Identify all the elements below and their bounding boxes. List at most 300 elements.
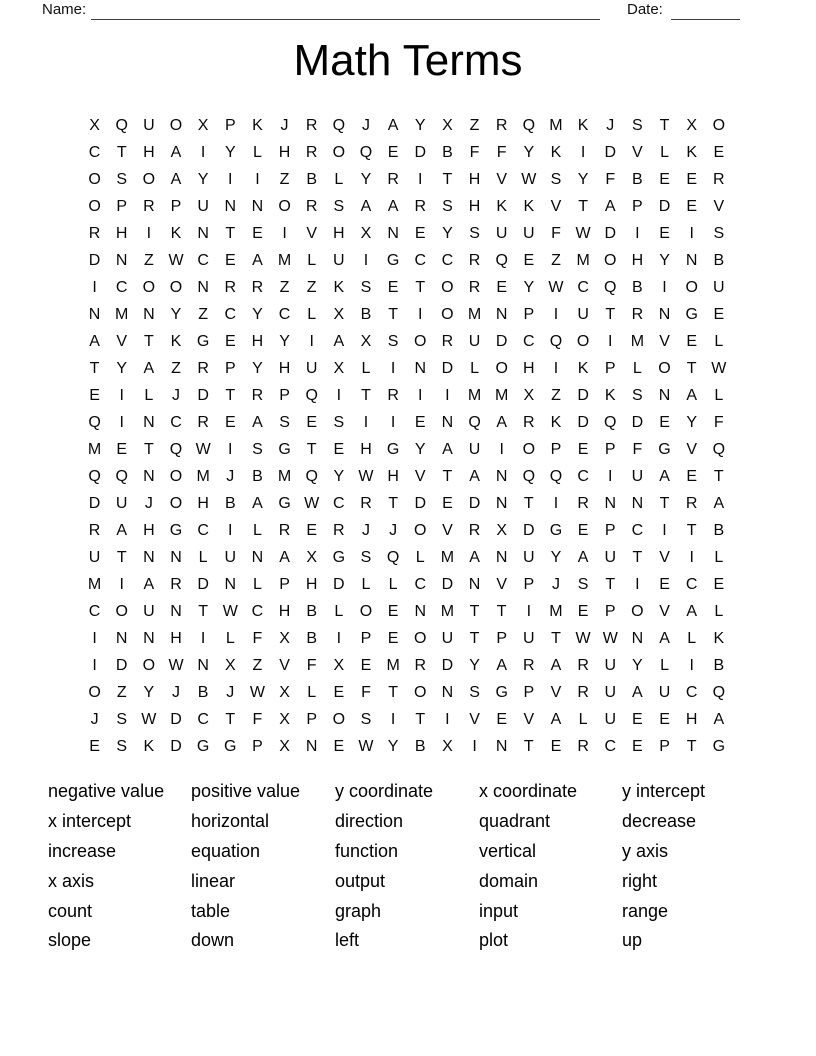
- grid-letter: O: [685, 278, 698, 296]
- grid-letter: P: [604, 359, 616, 377]
- grid-letter: R: [685, 494, 698, 512]
- grid-letter: P: [170, 197, 182, 215]
- grid-letter: Y: [414, 440, 426, 458]
- grid-letter: J: [606, 116, 615, 134]
- grid-letter: N: [143, 413, 155, 431]
- grid-letter: A: [170, 170, 182, 188]
- grid-letter: W: [602, 629, 618, 647]
- grid-letter: I: [336, 629, 342, 647]
- grid-letter: L: [307, 683, 317, 701]
- grid-letter: Y: [170, 305, 182, 323]
- grid-letter: X: [197, 116, 209, 134]
- grid-letter: T: [143, 332, 154, 350]
- grid-letter: T: [578, 197, 588, 215]
- grid-letter: O: [169, 278, 183, 296]
- grid-letter: O: [576, 332, 590, 350]
- grid-letter: J: [280, 116, 289, 134]
- grid-letter: P: [306, 710, 318, 728]
- grid-letter: P: [523, 575, 535, 593]
- grid-letter: E: [577, 521, 589, 539]
- grid-letter: I: [445, 710, 450, 728]
- grid-letter: M: [440, 602, 455, 620]
- word-list-item: left: [335, 930, 360, 951]
- grid-letter: H: [305, 575, 318, 593]
- grid-letter: F: [605, 170, 616, 188]
- grid-letter: T: [442, 467, 453, 485]
- grid-letter: U: [523, 224, 535, 242]
- grid-letter: V: [659, 602, 670, 620]
- grid-letter: R: [333, 521, 345, 539]
- grid-letter: X: [279, 683, 290, 701]
- grid-letter: D: [333, 575, 345, 593]
- grid-letter: Y: [523, 143, 535, 161]
- grid-letter: L: [660, 656, 669, 674]
- grid-letter: L: [252, 521, 262, 539]
- grid-letter: H: [387, 467, 399, 485]
- grid-letter: I: [580, 143, 586, 161]
- grid-letter: T: [442, 170, 453, 188]
- grid-letter: E: [686, 197, 697, 215]
- grid-letter: X: [442, 737, 453, 755]
- grid-letter: R: [251, 386, 264, 404]
- grid-letter: R: [197, 359, 209, 377]
- grid-letter: O: [332, 710, 346, 728]
- grid-letter: T: [116, 548, 127, 566]
- grid-letter: W: [358, 737, 374, 755]
- grid-letter: U: [224, 548, 237, 566]
- grid-letter: D: [414, 143, 427, 161]
- grid-letter: Q: [549, 467, 563, 485]
- grid-letter: E: [414, 413, 426, 431]
- grid-letter: A: [469, 548, 480, 566]
- grid-letter: Y: [632, 656, 643, 674]
- grid-letter: U: [604, 683, 617, 701]
- grid-letter: B: [713, 521, 725, 539]
- grid-letter: E: [659, 710, 670, 728]
- grid-letter: U: [468, 332, 481, 350]
- grid-letter: R: [631, 305, 644, 323]
- grid-letter: W: [195, 440, 211, 458]
- grid-letter: L: [198, 548, 208, 566]
- grid-letter: R: [278, 521, 291, 539]
- grid-letter: C: [577, 278, 589, 296]
- grid-letter: Y: [252, 305, 263, 323]
- grid-letter: A: [686, 602, 697, 620]
- grid-letter: K: [170, 332, 182, 350]
- grid-letter: Z: [279, 278, 290, 296]
- grid-letter: A: [360, 197, 372, 215]
- grid-letter: M: [196, 467, 210, 485]
- grid-letter: R: [577, 494, 589, 512]
- word-list-item: output: [335, 870, 386, 891]
- grid-letter: L: [307, 305, 317, 323]
- grid-letter: I: [445, 386, 450, 404]
- grid-letter: W: [575, 629, 591, 647]
- grid-letter: Y: [523, 278, 535, 296]
- grid-letter: A: [116, 521, 128, 539]
- grid-letter: I: [390, 359, 396, 377]
- grid-letter: N: [197, 656, 209, 674]
- grid-letter: M: [495, 386, 509, 404]
- grid-letter: L: [361, 359, 371, 377]
- grid-letter: N: [658, 386, 671, 404]
- grid-letter: R: [197, 413, 209, 431]
- grid-letter: I: [336, 386, 342, 404]
- grid-letter: E: [686, 467, 697, 485]
- word-list-item: slope: [48, 930, 92, 951]
- grid-letter: S: [550, 170, 562, 188]
- grid-letter: K: [604, 386, 616, 404]
- grid-letter: P: [224, 116, 236, 134]
- grid-letter: U: [604, 710, 617, 728]
- grid-letter: N: [115, 629, 128, 647]
- grid-letter: H: [631, 251, 644, 269]
- grid-letter: O: [604, 251, 617, 269]
- grid-letter: Y: [224, 143, 236, 161]
- grid-letter: U: [577, 305, 589, 323]
- grid-letter: M: [467, 305, 482, 323]
- word-list-item: function: [335, 840, 399, 861]
- grid-letter: X: [333, 359, 345, 377]
- grid-letter: C: [115, 278, 128, 296]
- grid-letter: T: [713, 467, 724, 485]
- grid-letter: U: [604, 656, 617, 674]
- grid-letter: P: [659, 737, 670, 755]
- grid-letter: A: [387, 116, 399, 134]
- grid-letter: D: [604, 224, 617, 242]
- grid-letter: H: [278, 602, 291, 620]
- grid-letter: Z: [551, 386, 561, 404]
- grid-letter: N: [88, 305, 101, 323]
- grid-letter: C: [685, 683, 698, 701]
- grid-letter: N: [143, 548, 155, 566]
- name-blank-line: [91, 0, 600, 20]
- grid-letter: C: [414, 251, 427, 269]
- grid-letter: N: [685, 251, 698, 269]
- grid-letter: F: [469, 143, 480, 161]
- grid-letter: A: [252, 494, 263, 512]
- grid-letter: O: [142, 278, 156, 296]
- grid-letter: M: [549, 602, 563, 620]
- grid-letter: I: [662, 521, 667, 539]
- grid-letter: N: [305, 737, 318, 755]
- grid-letter: F: [551, 224, 561, 242]
- grid-letter: T: [89, 359, 100, 377]
- grid-letter: E: [713, 305, 725, 323]
- grid-letter: U: [88, 548, 101, 566]
- grid-letter: T: [496, 602, 507, 620]
- word-list-item: quadrant: [479, 811, 551, 832]
- grid-letter: N: [414, 359, 427, 377]
- grid-letter: Y: [279, 332, 290, 350]
- grid-letter: T: [686, 737, 697, 755]
- grid-letter: U: [143, 602, 155, 620]
- grid-letter: T: [659, 116, 670, 134]
- word-list-item: x intercept: [48, 811, 132, 832]
- grid-letter: D: [577, 386, 589, 404]
- grid-letter: X: [360, 332, 372, 350]
- grid-letter: E: [577, 602, 589, 620]
- grid-letter: V: [550, 197, 562, 215]
- grid-letter: B: [713, 251, 725, 269]
- grid-letter: O: [142, 656, 156, 674]
- grid-letter: A: [632, 683, 643, 701]
- grid-letter: B: [632, 170, 643, 188]
- grid-letter: U: [305, 359, 318, 377]
- grid-letter: N: [495, 548, 508, 566]
- grid-letter: Y: [659, 251, 670, 269]
- grid-letter: D: [441, 359, 454, 377]
- grid-letter: H: [333, 224, 345, 242]
- grid-letter: S: [387, 332, 399, 350]
- grid-letter: R: [495, 116, 508, 134]
- grid-letter: T: [523, 737, 534, 755]
- grid-letter: T: [388, 305, 398, 323]
- grid-letter: R: [88, 224, 101, 242]
- word-list-item: linear: [191, 870, 236, 891]
- grid-letter: E: [224, 251, 236, 269]
- grid-letter: R: [577, 737, 589, 755]
- grid-letter: D: [631, 413, 644, 431]
- grid-letter: I: [390, 710, 396, 728]
- grid-letter: H: [278, 143, 291, 161]
- grid-letter: X: [686, 116, 697, 134]
- grid-letter: N: [387, 224, 399, 242]
- grid-letter: H: [143, 521, 155, 539]
- grid-letter: Q: [88, 467, 101, 485]
- grid-letter: C: [88, 143, 101, 161]
- grid-letter: X: [496, 521, 508, 539]
- grid-letter: Q: [359, 143, 373, 161]
- grid-letter: W: [249, 683, 265, 701]
- grid-letter: V: [523, 710, 535, 728]
- grid-letter: L: [144, 386, 154, 404]
- grid-letter: M: [440, 548, 455, 566]
- grid-letter: I: [635, 575, 640, 593]
- grid-letter: S: [333, 197, 345, 215]
- grid-letter: G: [224, 737, 237, 755]
- grid-letter: R: [414, 656, 427, 674]
- grid-letter: F: [252, 710, 263, 728]
- grid-letter: T: [605, 305, 616, 323]
- word-list-item: vertical: [479, 840, 537, 861]
- date-blank-line: [671, 0, 740, 20]
- grid-letter: O: [414, 332, 427, 350]
- grid-letter: P: [604, 602, 616, 620]
- grid-letter: H: [251, 332, 264, 350]
- grid-letter: N: [441, 413, 454, 431]
- grid-letter: O: [414, 629, 427, 647]
- grid-letter: T: [415, 710, 426, 728]
- grid-letter: I: [92, 656, 97, 674]
- grid-letter: Y: [469, 656, 480, 674]
- grid-letter: G: [278, 494, 291, 512]
- grid-letter: T: [551, 629, 561, 647]
- grid-letter: D: [197, 575, 209, 593]
- grid-letter: D: [115, 656, 128, 674]
- grid-letter: U: [143, 116, 155, 134]
- grid-letter: Q: [305, 386, 318, 404]
- grid-letter: L: [334, 602, 344, 620]
- grid-letter: A: [713, 710, 725, 728]
- grid-letter: J: [226, 467, 235, 485]
- grid-letter: I: [146, 224, 152, 242]
- grid-letter: E: [550, 737, 562, 755]
- grid-letter: C: [278, 305, 291, 323]
- grid-letter: N: [224, 575, 237, 593]
- grid-letter: R: [523, 656, 535, 674]
- word-list-item: right: [622, 870, 658, 891]
- grid-letter: O: [142, 170, 156, 188]
- word-list-item: graph: [335, 900, 382, 921]
- grid-letter: I: [119, 413, 124, 431]
- grid-letter: E: [224, 413, 236, 431]
- grid-letter: V: [469, 710, 480, 728]
- grid-letter: B: [306, 602, 318, 620]
- grid-letter: O: [441, 305, 454, 323]
- grid-letter: Q: [495, 251, 508, 269]
- word-list-item: horizontal: [191, 811, 270, 832]
- grid-letter: U: [197, 197, 209, 215]
- grid-letter: A: [550, 710, 562, 728]
- grid-letter: Q: [604, 413, 617, 431]
- grid-letter: I: [119, 386, 124, 404]
- grid-letter: L: [361, 575, 371, 593]
- grid-letter: K: [686, 143, 697, 161]
- grid-letter: J: [226, 683, 235, 701]
- grid-letter: D: [88, 251, 101, 269]
- grid-letter: S: [360, 710, 372, 728]
- grid-letter: E: [442, 494, 453, 512]
- grid-letter: T: [632, 548, 643, 566]
- grid-letter: S: [116, 710, 128, 728]
- word-list-item: range: [622, 900, 669, 921]
- grid-letter: Q: [332, 116, 346, 134]
- grid-letter: R: [468, 251, 481, 269]
- grid-letter: V: [279, 656, 290, 674]
- grid-letter: Q: [169, 440, 183, 458]
- grid-letter: L: [470, 359, 479, 377]
- grid-letter: A: [686, 386, 697, 404]
- grid-letter: Q: [115, 467, 128, 485]
- grid-letter: Z: [198, 305, 209, 323]
- grid-letter: J: [389, 521, 398, 539]
- grid-letter: O: [441, 278, 454, 296]
- grid-letter: Q: [468, 413, 481, 431]
- grid-letter: U: [631, 467, 644, 485]
- grid-letter: O: [414, 683, 427, 701]
- grid-letter: M: [386, 656, 400, 674]
- grid-letter: J: [171, 386, 180, 404]
- grid-letter: Y: [333, 467, 345, 485]
- word-list-item: plot: [479, 930, 509, 951]
- grid-letter: U: [658, 683, 671, 701]
- grid-letter: F: [306, 656, 317, 674]
- word-list-item: decrease: [622, 811, 697, 832]
- grid-letter: N: [197, 278, 209, 296]
- grid-letter: E: [89, 386, 100, 404]
- grid-letter: S: [632, 386, 643, 404]
- grid-letter: X: [523, 386, 535, 404]
- name-label: Name:: [42, 1, 87, 18]
- grid-letter: T: [361, 386, 371, 404]
- grid-letter: E: [116, 440, 128, 458]
- grid-letter: A: [496, 656, 508, 674]
- grid-letter: E: [333, 440, 345, 458]
- grid-letter: L: [252, 143, 262, 161]
- grid-letter: S: [360, 278, 372, 296]
- grid-letter: K: [333, 278, 345, 296]
- grid-letter: D: [468, 494, 481, 512]
- grid-letter: M: [467, 386, 482, 404]
- grid-letter: I: [635, 224, 640, 242]
- grid-letter: Z: [469, 116, 480, 134]
- grid-letter: Y: [442, 224, 453, 242]
- grid-letter: N: [495, 467, 508, 485]
- grid-letter: X: [279, 737, 290, 755]
- grid-letter: I: [553, 305, 559, 323]
- grid-letter: E: [224, 332, 236, 350]
- grid-letter: G: [658, 440, 671, 458]
- grid-letter: K: [252, 116, 263, 134]
- grid-letter: I: [499, 440, 504, 458]
- word-list-item: domain: [479, 870, 539, 891]
- grid-letter: P: [360, 629, 372, 647]
- grid-letter: G: [549, 521, 563, 539]
- grid-letter: U: [523, 629, 535, 647]
- grid-letter: N: [224, 197, 237, 215]
- grid-letter: W: [548, 278, 564, 296]
- grid-letter: F: [713, 413, 724, 431]
- grid-letter: S: [116, 170, 128, 188]
- grid-letter: A: [442, 440, 453, 458]
- grid-letter: W: [222, 602, 238, 620]
- grid-letter: E: [632, 710, 643, 728]
- grid-letter: W: [575, 224, 591, 242]
- grid-letter: G: [332, 548, 346, 566]
- grid-letter: Y: [197, 170, 209, 188]
- grid-letter: H: [197, 494, 209, 512]
- grid-letter: I: [282, 224, 287, 242]
- word-list-item: negative value: [48, 781, 165, 802]
- grid-letter: M: [87, 440, 102, 458]
- grid-letter: X: [306, 548, 318, 566]
- grid-letter: A: [659, 467, 670, 485]
- grid-letter: N: [143, 305, 155, 323]
- grid-letter: E: [713, 143, 725, 161]
- grid-letter: U: [713, 278, 725, 296]
- word-list-item: positive value: [191, 781, 301, 802]
- grid-letter: A: [713, 494, 725, 512]
- grid-letter: D: [197, 386, 209, 404]
- grid-letter: X: [279, 629, 290, 647]
- grid-letter: D: [170, 737, 182, 755]
- grid-letter: L: [252, 575, 262, 593]
- grid-letter: Y: [550, 548, 562, 566]
- word-list-item: y intercept: [622, 781, 706, 802]
- grid-letter: N: [441, 683, 454, 701]
- grid-letter: E: [387, 629, 399, 647]
- grid-letter: E: [713, 575, 725, 593]
- grid-letter: Q: [604, 278, 617, 296]
- grid-letter: W: [521, 170, 537, 188]
- grid-letter: S: [360, 548, 372, 566]
- grid-letter: K: [170, 224, 182, 242]
- grid-letter: M: [630, 332, 645, 350]
- grid-letter: I: [228, 170, 233, 188]
- grid-letter: R: [305, 197, 318, 215]
- grid-letter: Q: [522, 467, 536, 485]
